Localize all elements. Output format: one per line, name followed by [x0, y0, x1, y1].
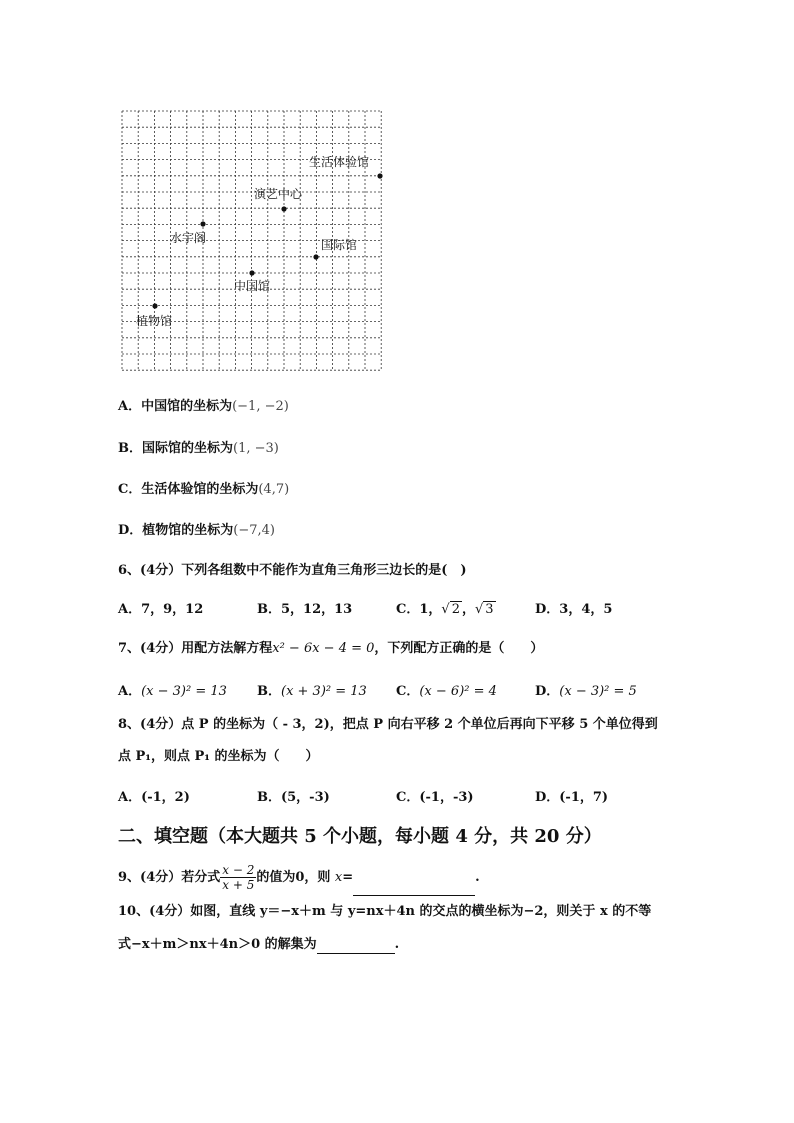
q7-option-b-label: B． — [257, 684, 281, 699]
q9-fraction-numerator: x − 2 — [222, 863, 255, 877]
q7-stem — [118, 640, 543, 658]
q7-option-c — [396, 680, 497, 699]
q5-option-c-coord: (4,7) — [258, 482, 290, 497]
q6-sqrt-3-radicand: 3 — [485, 602, 494, 617]
place-label-international-hall: 国际馆 — [321, 238, 358, 252]
q5-option-b — [118, 440, 279, 458]
q7-option-c-label: C． — [396, 684, 420, 699]
q5-option-d-coord: (−7,4) — [233, 523, 275, 538]
q6-option-b: B．5，12，13 — [257, 602, 353, 617]
q10-stem-line2-pre: 式−x＋m＞nx＋4n＞0 的解集为 — [118, 937, 317, 952]
point-life-experience — [377, 173, 382, 178]
q7-option-d-expr: (x − 3)² = 5 — [559, 684, 637, 699]
q5-option-d — [118, 522, 275, 540]
q7-stem-post: ，下列配方正确的是（ ） — [374, 641, 544, 656]
q6-sqrt-3: √ 3 — [475, 602, 494, 617]
place-label-shuiyu-pavilion: 水宇阁 — [170, 231, 207, 245]
q9-answer-blank[interactable] — [353, 875, 475, 896]
q5-option-c — [118, 481, 289, 499]
q7-option-d-label: D． — [535, 684, 560, 699]
q6-sqrt-2-radicand: 2 — [451, 602, 460, 617]
q6-sqrt-2: √ 2 — [441, 602, 460, 617]
q6-option-a: A．7，9，12 — [118, 602, 204, 617]
point-international-hall — [313, 254, 318, 259]
q7-option-d — [535, 680, 637, 699]
q6-stem: 6、(4分）下列各组数中不能作为直角三角形三边长的是( ) — [118, 563, 467, 578]
q10-stem-line1: 10、(4分）如图，直线 y＝−x＋m 与 y=nx＋4n 的交点的横坐标为−2，则关于 x 的不等 — [118, 904, 652, 919]
q8-option-a: A．(-1，2) — [118, 790, 190, 805]
q9-stem-pre: 9、(4分）若分式 — [118, 870, 221, 885]
place-label-china-hall: 中国馆 — [234, 279, 271, 293]
q9-fraction-denominator: x + 5 — [222, 878, 255, 892]
q9-equals: = — [342, 870, 354, 885]
place-label-botanical-hall: 植物馆 — [136, 314, 173, 328]
place-label-performing-arts: 演艺中心 — [254, 187, 303, 201]
q8-stem-line2: 点 P₁，则点 P₁ 的坐标为（ ） — [118, 749, 319, 764]
q7-option-a — [118, 680, 227, 699]
q6-option-d: D．3，4，5 — [535, 602, 613, 617]
q9-stem — [118, 860, 480, 896]
q8-option-d: D．(-1，7) — [535, 790, 609, 805]
q7-option-b — [257, 680, 367, 699]
q9-variable: x — [334, 870, 343, 885]
q5-option-a — [118, 398, 289, 416]
q7-option-a-label: A． — [118, 684, 142, 699]
point-china-hall — [249, 270, 254, 275]
q8-option-c: C．(-1，-3) — [396, 790, 474, 805]
q7-equation: x² − 6x − 4 = 0 — [272, 641, 375, 656]
q10-stem-line2 — [118, 936, 399, 954]
q5-option-a-coord: (−1, −2) — [232, 399, 289, 414]
section-2-heading: 二、填空题（本大题共 5 个小题，每小题 4 分，共 20 分） — [118, 826, 602, 847]
q8-stem-line1: 8、(4分）点 P 的坐标为（ - 3，2)，把点 P 向右平移 2 个单位后再向下平移 5 个单位得到 — [118, 717, 658, 732]
q5-option-b-label: B．国际馆的坐标为 — [118, 441, 233, 456]
q6-option-c-prefix: C．1， — [396, 602, 442, 617]
point-performing-arts — [281, 206, 286, 211]
q9-stem-end: . — [475, 870, 480, 885]
q7-option-c-expr: (x − 6)² = 4 — [419, 684, 497, 699]
point-botanical-hall — [152, 303, 157, 308]
q5-option-b-coord: (1, −3) — [233, 441, 279, 456]
point-shuiyu-pavilion — [200, 221, 205, 226]
q8-option-b: B．(5，-3) — [257, 790, 330, 805]
q5-option-d-label: D．植物馆的坐标为 — [118, 523, 234, 538]
q5-option-c-label: C．生活体验馆的坐标为 — [118, 482, 259, 497]
q10-stem-end: . — [394, 937, 400, 952]
q7-stem-pre: 7、(4分）用配方法解方程 — [118, 641, 273, 656]
place-label-life-experience: 生活体验馆 — [309, 155, 370, 169]
q6-option-c — [396, 598, 496, 617]
q5-option-a-label: A．中国馆的坐标为 — [118, 399, 233, 414]
q6-option-c-sep: ， — [461, 602, 475, 617]
q7-option-a-expr: (x − 3)² = 13 — [141, 684, 227, 699]
q7-option-b-expr: (x + 3)² = 13 — [281, 684, 367, 699]
q9-stem-mid: 的值为0，则 — [256, 870, 335, 885]
q9-fraction — [220, 863, 256, 892]
q10-answer-blank[interactable] — [317, 936, 395, 954]
